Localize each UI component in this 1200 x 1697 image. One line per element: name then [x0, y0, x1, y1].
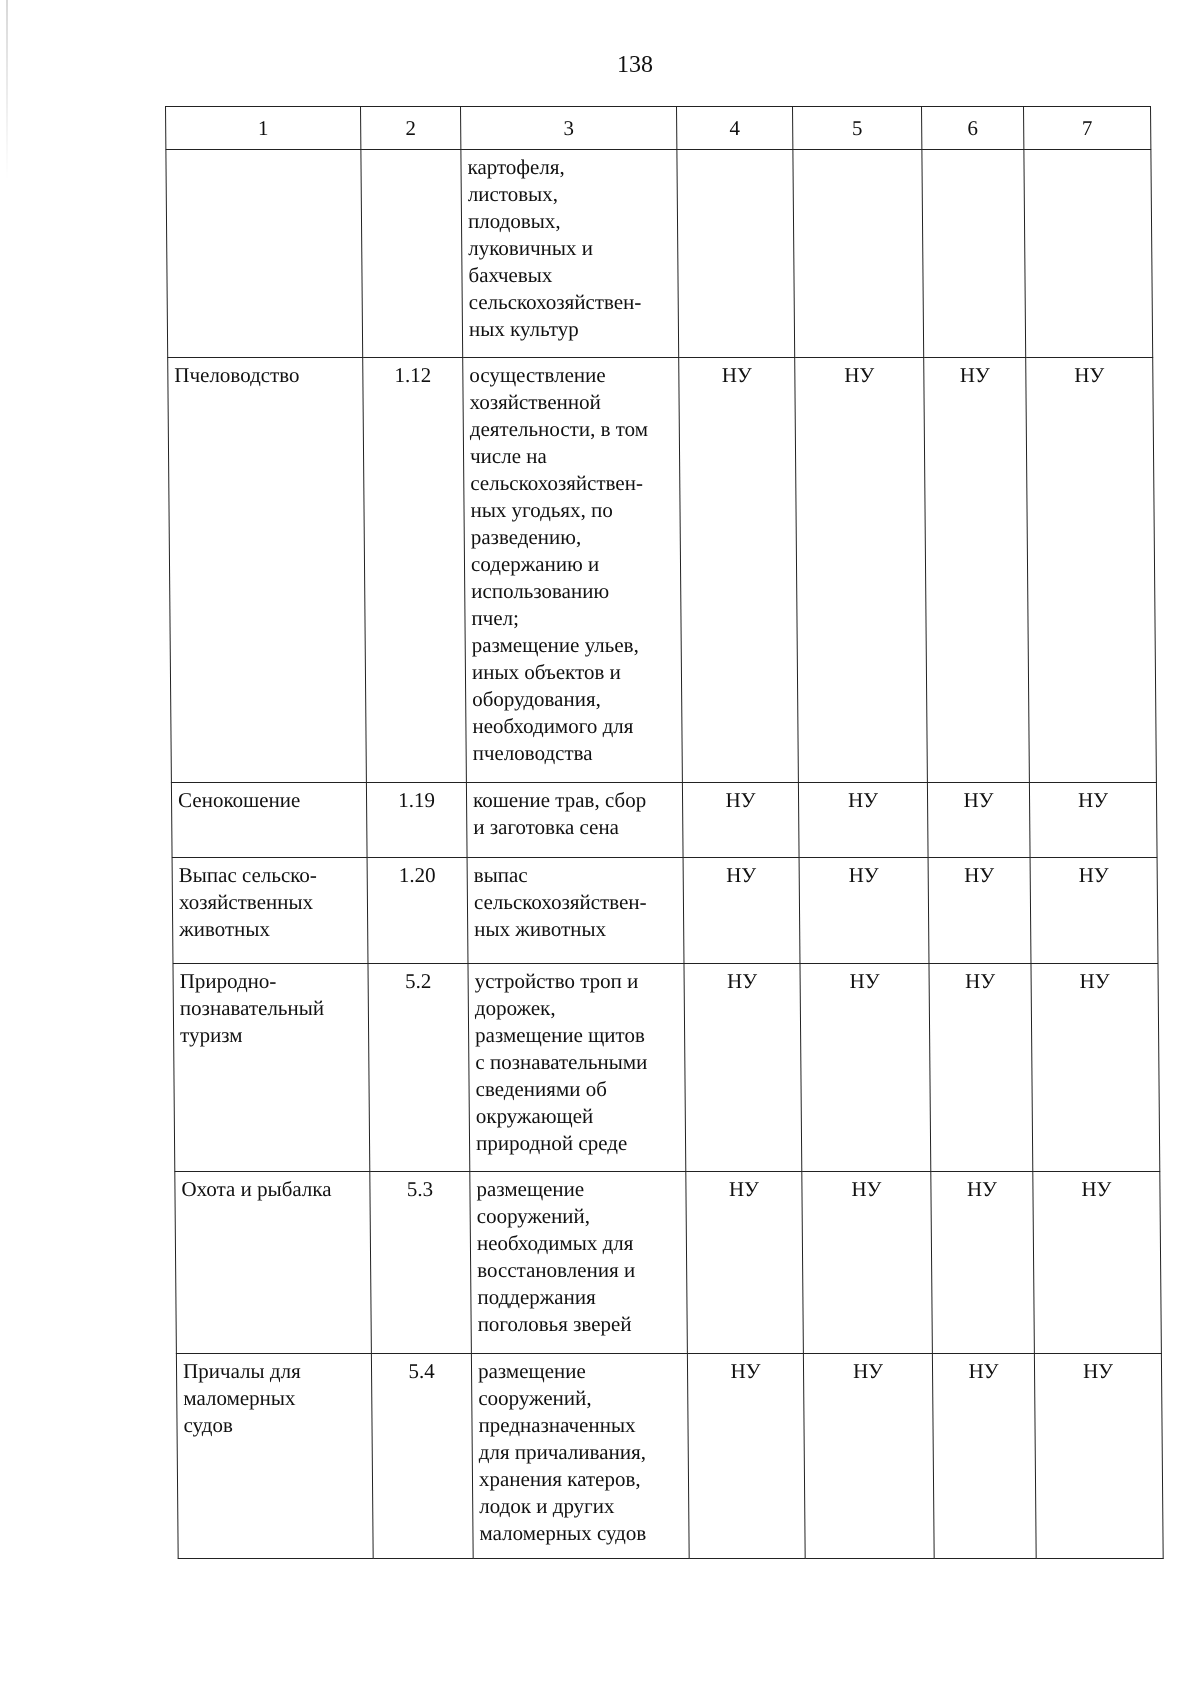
- use-type-name: Причалы для маломерных судов: [176, 1354, 373, 1559]
- use-type-code: 5.4: [371, 1354, 473, 1559]
- value-cell: [677, 150, 795, 358]
- use-type-code: 5.3: [370, 1172, 472, 1354]
- use-type-description: картофеля, листовых, плодовых, луковичных и бахчевых сельскохозяйствен- ных культур: [461, 150, 679, 358]
- value-cell: НУ: [929, 964, 1033, 1172]
- value-cell: НУ: [802, 1172, 933, 1354]
- use-type-code: 5.2: [368, 964, 470, 1172]
- table-row: [175, 1172, 1162, 1354]
- value-cell: НУ: [1029, 783, 1157, 858]
- use-type-code: 1.19: [366, 783, 467, 858]
- value-cell: НУ: [1031, 964, 1160, 1172]
- value-cell: НУ: [799, 858, 929, 964]
- value-cell: НУ: [1026, 358, 1157, 783]
- value-cell: НУ: [931, 1172, 1035, 1354]
- value-cell: НУ: [684, 964, 802, 1172]
- use-type-code: [361, 150, 463, 358]
- scan-edge-artifact: [6, 0, 8, 180]
- value-cell: НУ: [924, 358, 1030, 783]
- use-type-name: Природно- познавательный туризм: [173, 964, 370, 1172]
- header-row: [166, 107, 1151, 150]
- value-cell: НУ: [1030, 858, 1158, 964]
- table-row: [166, 150, 1153, 358]
- value-cell: НУ: [800, 964, 931, 1172]
- table-row: [176, 1354, 1163, 1559]
- column-header: 4: [677, 107, 793, 150]
- page-number: 138: [617, 52, 653, 78]
- table-row: [172, 858, 1158, 964]
- column-header: 5: [793, 107, 922, 150]
- use-type-name: [166, 150, 363, 358]
- value-cell: НУ: [687, 1354, 805, 1559]
- use-type-code: 1.12: [363, 358, 467, 783]
- column-header: 3: [461, 107, 677, 150]
- value-cell: НУ: [682, 783, 799, 858]
- use-type-name: Сенокошение: [171, 783, 367, 858]
- table-row: [171, 783, 1157, 858]
- use-type-description: выпас сельскохозяйствен- ных животных: [467, 858, 684, 964]
- column-header: 7: [1024, 107, 1151, 150]
- use-type-description: устройство троп и дорожек, размещение щитов с познавательными сведениями об окружающей природной среде: [468, 964, 686, 1172]
- column-header: 2: [361, 107, 461, 150]
- value-cell: [922, 150, 1026, 358]
- value-cell: НУ: [679, 358, 799, 783]
- use-type-description: размещение сооружений, необходимых для восстановления и поддержания поголовья зверей: [470, 1172, 688, 1354]
- value-cell: НУ: [928, 858, 1031, 964]
- use-type-description: размещение сооружений, предназначенных для причаливания, хранения катеров, лодок и других маломерных судов: [471, 1354, 689, 1559]
- column-header: 1: [166, 107, 361, 150]
- value-cell: НУ: [795, 358, 928, 783]
- use-type-name: Охота и рыбалка: [175, 1172, 372, 1354]
- use-type-description: кошение трав, сбор и заготовка сена: [466, 783, 683, 858]
- value-cell: НУ: [686, 1172, 804, 1354]
- use-type-name: Пчеловодство: [168, 358, 367, 783]
- table-row: [173, 964, 1160, 1172]
- use-type-code: 1.20: [367, 858, 468, 964]
- value-cell: НУ: [683, 858, 800, 964]
- value-cell: НУ: [927, 783, 1030, 858]
- column-header: 6: [922, 107, 1024, 150]
- value-cell: НУ: [798, 783, 928, 858]
- value-cell: НУ: [932, 1354, 1036, 1559]
- value-cell: [793, 150, 924, 358]
- use-type-description: осуществление хозяйственной деятельности, в том числе на сельскохозяйствен- ных угодьях, по разведению, содержанию и использованию пчел; размещение ульев, иных объектов и оборудования, необходимого для пчеловодства: [463, 358, 683, 783]
- value-cell: НУ: [1033, 1172, 1162, 1354]
- land-use-table: [165, 106, 1164, 1559]
- value-cell: [1024, 150, 1153, 358]
- table-row: [168, 358, 1157, 783]
- value-cell: НУ: [803, 1354, 934, 1559]
- use-type-name: Выпас сельско- хозяйственных животных: [172, 858, 368, 964]
- value-cell: НУ: [1034, 1354, 1163, 1559]
